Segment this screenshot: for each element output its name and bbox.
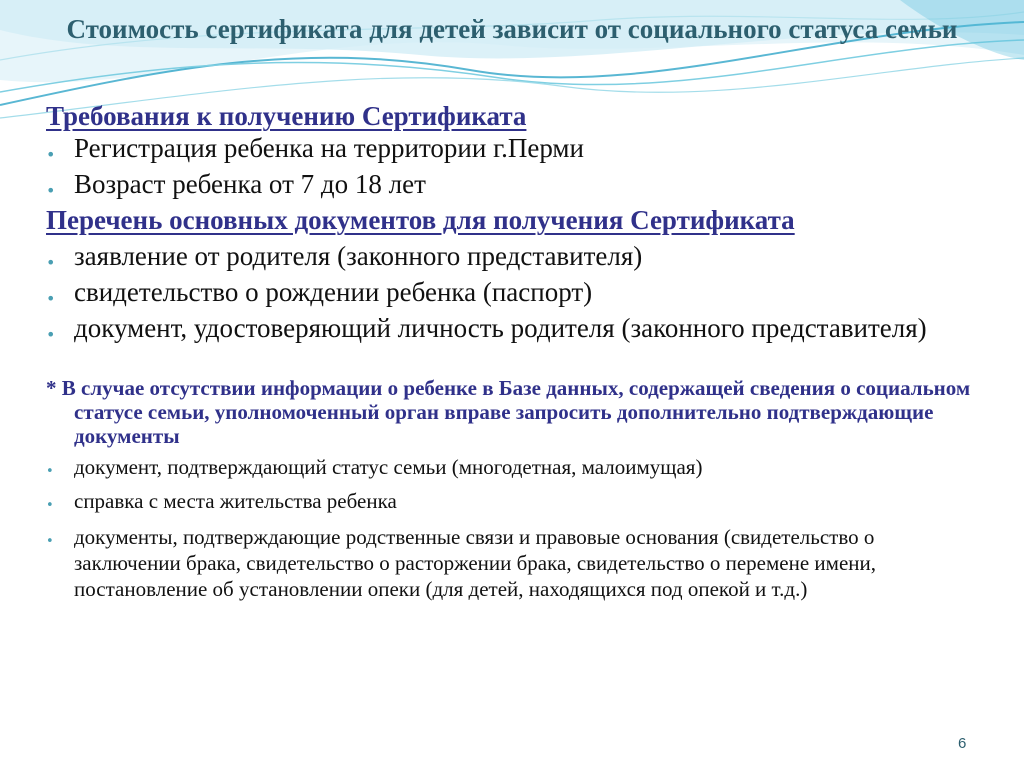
list-item [46, 314, 986, 342]
slide-content [46, 102, 986, 610]
list-item [46, 170, 986, 198]
bullet-icon: • [46, 289, 56, 308]
requirement-text: Регистрация ребенка на территории г.Перми [74, 133, 584, 163]
bullet-icon: • [46, 534, 54, 549]
bullet-icon: • [46, 181, 56, 200]
bullet-icon: • [46, 464, 54, 479]
document-text: свидетельство о рождении ребенка (паспорт) [74, 277, 593, 307]
list-item [46, 488, 986, 514]
bullet-icon: • [46, 498, 54, 513]
requirements-heading: Требования к получению Сертификата [46, 101, 527, 131]
footnote-text: * В случае отсутствии информации о ребенке в Базе данных, содержащей сведения о социальном статусе семьи, уполномоченный орган вправе запросить дополнительно подтверждающие документы [46, 376, 971, 448]
bullet-icon: • [46, 253, 56, 272]
document-text: заявление от родителя (законного представителя) [74, 241, 643, 271]
document-text: документ, удостоверяющий личность родителя (законного представителя) [74, 313, 927, 343]
documents-heading: Перечень основных документов для получения Сертификата [46, 205, 795, 235]
additional-document-text: документ, подтверждающий статус семьи (многодетная, малоимущая) [74, 455, 703, 479]
slide-number: 6 [958, 735, 967, 752]
requirement-text: Возраст ребенка от 7 до 18 лет [74, 169, 426, 199]
list-item [46, 242, 986, 270]
list-item [46, 454, 986, 480]
additional-document-text: справка с места жительства ребенка [74, 489, 397, 513]
slide-title: Стоимость сертификата для детей зависит от социального статуса семьи [66, 14, 958, 44]
additional-document-text: документы, подтверждающие родственные связи и правовые основания (свидетельство о заключении брака, свидетельство о расторжении брака, свидетельство о перемене имени, постановление об установлении опеки (для детей, находящихся под опекой и т.д.) [74, 525, 876, 601]
bullet-icon: • [46, 325, 56, 344]
list-item [46, 524, 986, 602]
bullet-icon: • [46, 145, 56, 164]
list-item [46, 134, 986, 162]
list-item [46, 278, 986, 306]
